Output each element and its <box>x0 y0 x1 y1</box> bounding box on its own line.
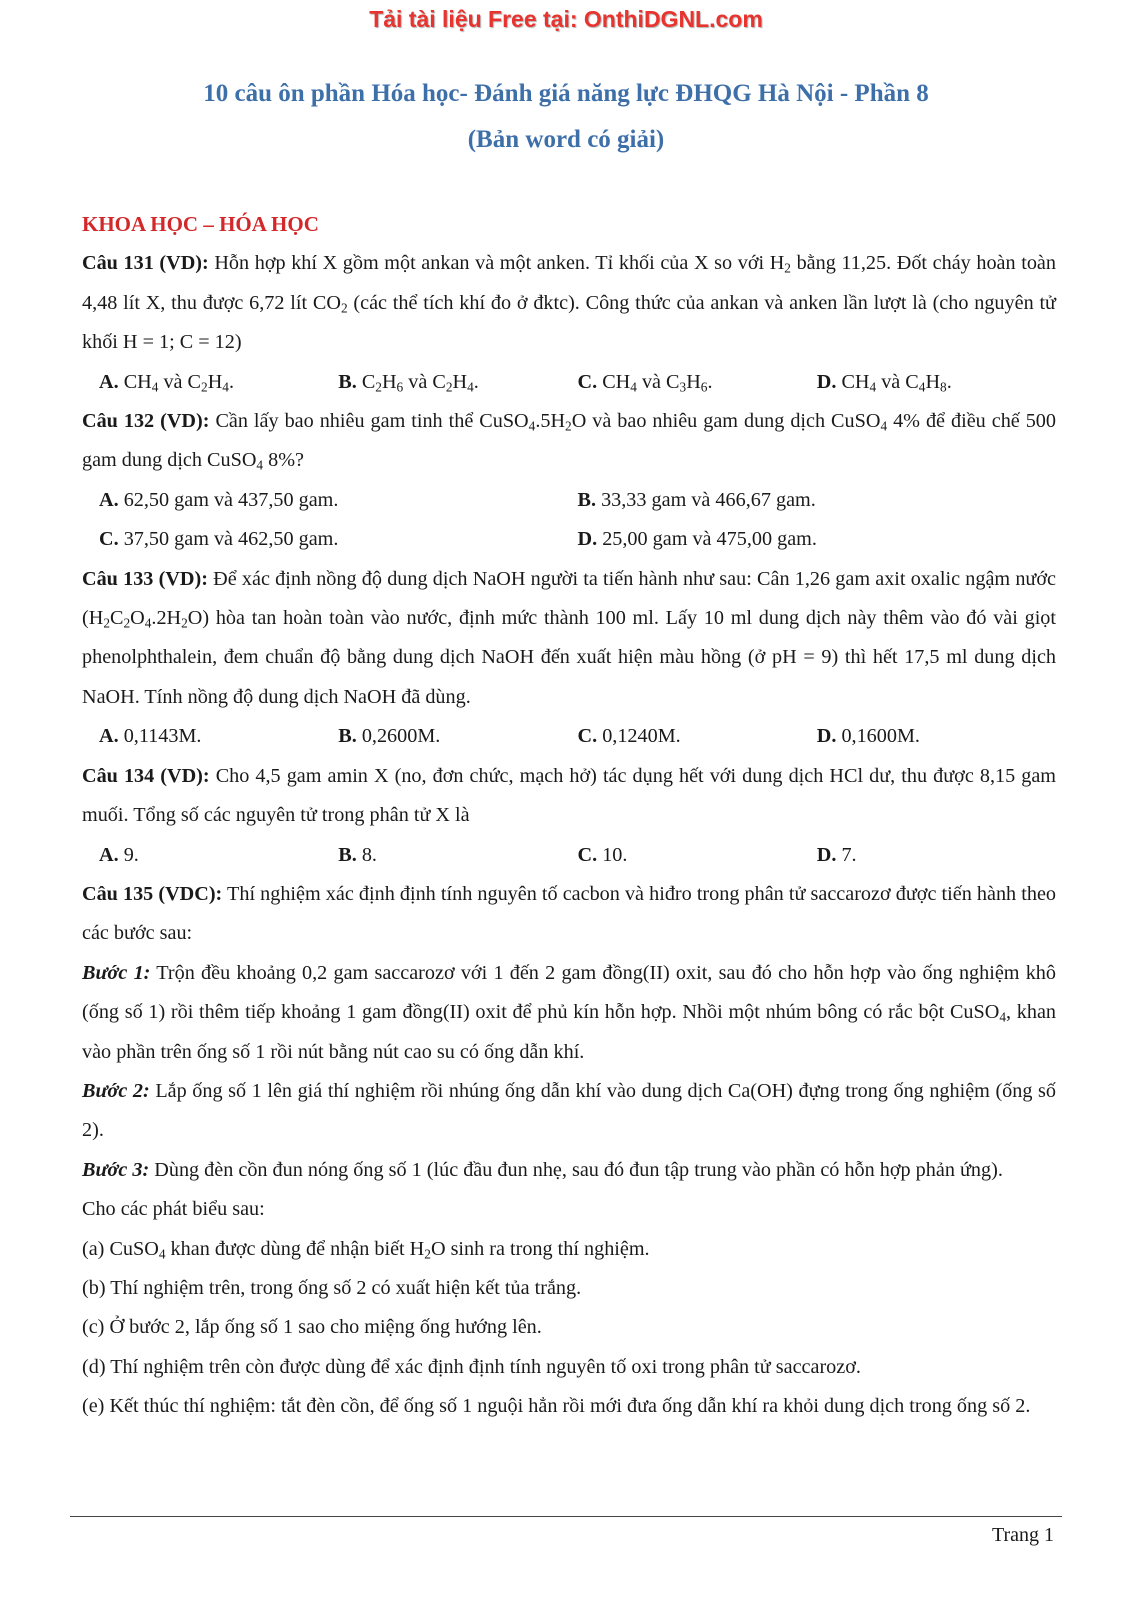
step-2: Bước 2: Lắp ống số 1 lên giá thí nghiệm rồi nhúng ống dẫn khí vào dung dịch Ca(OH) đựng trong ống nghiệm (ống số 2). <box>82 1079 1056 1142</box>
question-132: Câu 132 (VD): Cần lấy bao nhiêu gam tinh thể $CuSO_4.5H_2O$ và bao nhiêu gam dung dịch CuSO$_4$ 4% để điều chế 500 gam dung dịch CuSO$_4$ 8%? <box>82 410 1056 473</box>
option-a[interactable]: A. 9. <box>99 843 139 866</box>
option-b[interactable]: B. $C_2H_6$ và $C_2H_4$. <box>338 370 479 394</box>
document-body <box>82 205 1056 1427</box>
statements-intro: Cho các phát biểu sau: <box>82 1198 265 1221</box>
statement-d: (d) Thí nghiệm trên còn được dùng để xác định định tính nguyên tố oxi trong phân tử saccarozơ. <box>82 1355 861 1378</box>
question-label: Câu 135 (VDC): <box>82 882 223 905</box>
question-131: Câu 131 (VD): Hỗn hợp khí X gồm một ankan và một anken. Tỉ khối của X so với $H_2$ bằng 11,25. Đốt cháy hoàn toàn 4,48 lít X, thu được 6,72 lít $CO_2$ (các thể tích khí đo ở đktc). Công thức của ankan và anken lần lượt là (cho nguyên tử khối H = 1; C = 12) <box>82 252 1056 354</box>
download-banner[interactable]: Tải tài liệu Free tại: OnthiDGNL.com <box>369 6 763 32</box>
question-label: Câu 133 (VD): <box>82 567 208 590</box>
question-131-options <box>82 363 1056 402</box>
question-133: Câu 133 (VD): Để xác định nồng độ dung dịch NaOH người ta tiến hành như sau: Cân 1,26 gam axit oxalic ngậm nước $(H_2C_2O_4.2H_2O)$ hòa tan hoàn toàn vào nước, định mức thành 100 ml. Lấy 10 ml dung dịch này thêm vào đó vài giọt phenolphthalein, đem chuẩn độ bằng dung dịch NaOH đến xuất hiện màu hồng (ở pH = 9) thì hết 17,5 ml dung dịch NaOH. Tính nồng độ dung dịch NaOH đã dùng. <box>82 567 1056 708</box>
page-subtitle: (Bản word có giải) <box>467 126 665 153</box>
step-1: Bước 1: Trộn đều khoảng 0,2 gam saccarozơ với 1 đến 2 gam đồng(II) oxit, sau đó cho hỗn hợp vào ống nghiệm khô (ống số 1) rồi thêm tiếp khoảng 1 gam đồng(II) oxit để phủ kín hỗn hợp. Nhồi một nhúm bông có rắc bột CuSO$_4$, khan vào phần trên ống số 1 rồi nút bằng nút cao su có ống dẫn khí. <box>82 961 1056 1063</box>
option-a[interactable]: A. 0,1143M. <box>99 725 202 748</box>
statement-a: (a) CuSO$_4$ khan được dùng để nhận biết $H_2O$ sinh ra trong thí nghiệm. <box>82 1237 650 1261</box>
option-c[interactable]: C. 37,50 gam và 462,50 gam. <box>99 528 339 551</box>
statement-b: (b) Thí nghiệm trên, trong ống số 2 có xuất hiện kết tủa trắng. <box>82 1276 582 1299</box>
statement-c: (c) Ở bước 2, lắp ống số 1 sao cho miệng ống hướng lên. <box>82 1316 542 1339</box>
option-b[interactable]: B. 33,33 gam và 466,67 gam. <box>577 488 816 511</box>
statement-e: (e) Kết thúc thí nghiệm: tắt đèn cồn, để ống số 1 nguội hẳn rồi mới đưa ống dẫn khí ra khỏi dung dịch trong ống số 2. <box>82 1395 1031 1418</box>
option-d[interactable]: D. 7. <box>816 843 857 866</box>
question-135: Câu 135 (VDC): Thí nghiệm xác định định tính nguyên tố cacbon và hiđro trong phân tử saccarozơ được tiến hành theo các bước sau: <box>82 882 1056 945</box>
page-title: 10 câu ôn phần Hóa học- Đánh giá năng lực ĐHQG Hà Nội - Phần 8 <box>203 80 929 107</box>
question-label: Câu 134 (VD): <box>82 764 210 787</box>
option-b[interactable]: B. 8. <box>338 843 377 866</box>
question-133-options <box>82 717 1056 756</box>
option-d[interactable]: D. 25,00 gam và 475,00 gam. <box>577 528 817 551</box>
option-b[interactable]: B. 0,2600M. <box>338 725 441 748</box>
question-134: Câu 134 (VD): Cho 4,5 gam amin X (no, đơn chức, mạch hở) tác dụng hết với dung dịch HCl dư, thu được 8,15 gam muối. Tổng số các nguyên tử trong phân tử X là <box>82 764 1056 827</box>
question-132-options-row1 <box>82 481 1056 520</box>
page-number: Trang 1 <box>991 1524 1054 1546</box>
question-132-options-row2 <box>82 520 1056 559</box>
option-c[interactable]: C. 10. <box>577 843 628 866</box>
option-c[interactable]: C. 0,1240M. <box>577 725 681 748</box>
question-label: Câu 131 (VD): <box>82 252 209 275</box>
step-3: Bước 3: Dùng đèn cồn đun nóng ống số 1 (lúc đầu đun nhẹ, sau đó đun tập trung vào phần có hỗn hợp phản ứng). <box>82 1158 1003 1181</box>
question-134-options <box>82 836 1056 875</box>
option-a[interactable]: A. 62,50 gam và 437,50 gam. <box>99 488 339 511</box>
question-label: Câu 132 (VD): <box>82 410 210 433</box>
option-d[interactable]: D. 0,1600M. <box>816 725 920 748</box>
option-c[interactable]: C. $CH_4$ và $C_3H_6$. <box>577 370 713 394</box>
option-a[interactable]: A. $CH_4$ và $C_2H_4$. <box>99 370 235 394</box>
option-d[interactable]: D. $CH_4$ và $C_4H_8$. <box>816 370 952 394</box>
footer-divider <box>70 1516 1062 1517</box>
section-heading: KHOA HỌC – HÓA HỌC <box>82 212 319 236</box>
